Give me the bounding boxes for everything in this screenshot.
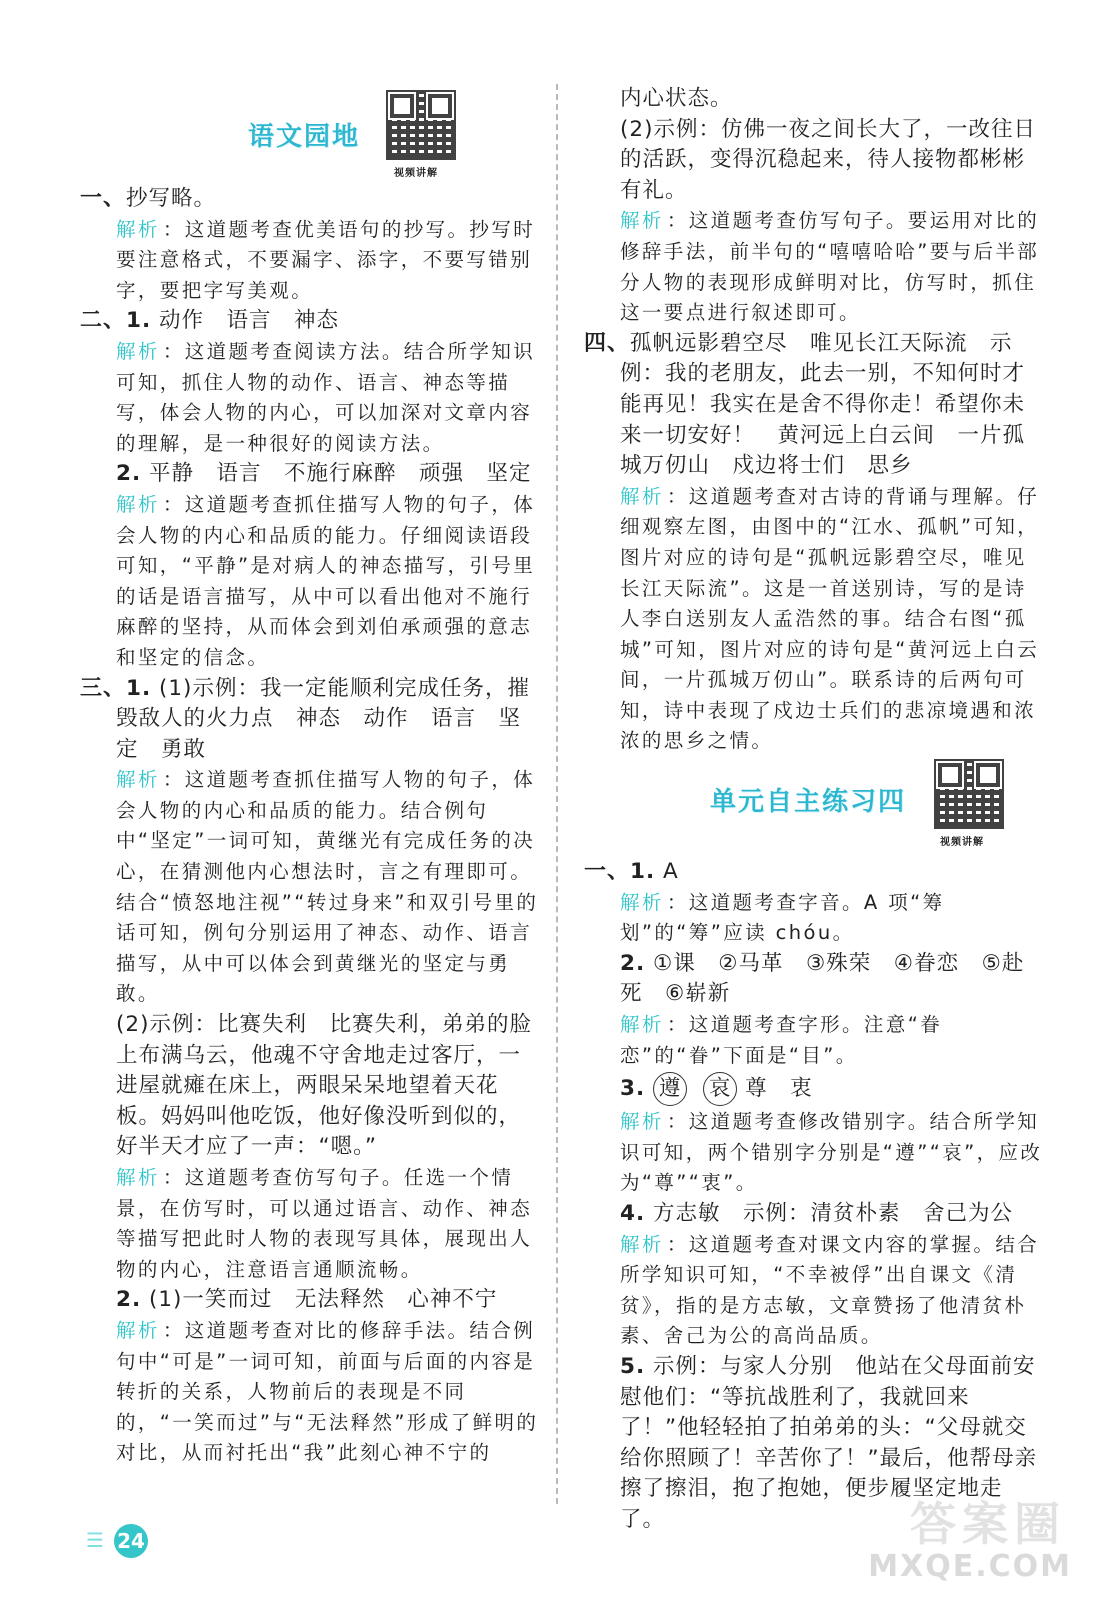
analysis-label: 解析 [620, 1232, 664, 1256]
qr-caption: 视频讲解 [394, 168, 438, 179]
section-title: 语文园地 [248, 122, 361, 152]
watermark-logo: 答案圈 [910, 1497, 1066, 1551]
question-number: 1. [630, 859, 656, 885]
left-column [80, 84, 542, 1469]
answer-text: A [655, 859, 679, 885]
analysis-s3-q2 [80, 1316, 542, 1469]
analysis-text: ：这道题考查优美语句的抄写。抄写时要注意格式，不要漏字、添字，不要写错别字，要把字写美观。 [116, 217, 536, 302]
right-column [584, 84, 1044, 1536]
answer-text: 平静 语言 不施行麻醉 顽强 坚定 [141, 461, 532, 487]
analysis-label: 解析 [620, 890, 664, 914]
analysis-u1-q2 [584, 1010, 1044, 1071]
answer-u1-q2 [584, 949, 1044, 1010]
analysis-text: ：这道题考查字音。A 项“筹划”的“筹”应读 chóu。 [620, 890, 945, 945]
question-number: 4. [620, 1201, 646, 1226]
answer-s2-q2 [80, 459, 542, 490]
column-divider [556, 84, 558, 1504]
analysis-text: ：这道题考查修改错别字。结合所学知识可知，两个错别字分别是“遵”“哀”，应改为“尊”“衷”。 [620, 1110, 1043, 1195]
question-number: 2. [620, 950, 646, 976]
answer-u1-q4 [584, 1199, 1044, 1230]
analysis-text: ：这道题考查对课文内容的掌握。结合所学知识可知，“不幸被俘”出自课文《清贫》，指的是方志敏，文章赞扬了他清贫朴素、舍己为公的高尚品质。 [620, 1232, 1040, 1348]
analysis-s4 [584, 482, 1044, 757]
analysis-text: ：这道题考查阅读方法。结合所学知识可知，抓住人物的动作、语言、神态等描写，体会人物的内心，可以加深对文章内容的理解，是一种很好的阅读方法。 [116, 339, 536, 455]
section-number: 三、 [80, 675, 127, 701]
analysis-label: 解析 [620, 209, 664, 233]
answer-text: (1)示例：我一定能顺利完成任务，摧毁敌人的火力点 神态 动作 语言 坚定 勇敢 [116, 675, 530, 762]
section-header-unit-practice [584, 757, 1044, 857]
answer-s3-q1 [80, 674, 542, 766]
analysis-label: 解析 [620, 484, 664, 508]
analysis-text: ：这道题考查字形。注意“眷恋”的“眷”下面是“目”。 [620, 1013, 943, 1067]
analysis-label: 解析 [116, 217, 160, 241]
answer-text: 动作 语言 神态 [151, 308, 339, 334]
section-number: 二、 [80, 308, 127, 334]
question-number: 3. [620, 1076, 646, 1102]
analysis-s3-q1-2 [80, 1163, 542, 1285]
question-number: 1. [126, 675, 152, 701]
question-number: 5. [620, 1353, 646, 1379]
answer-text: 示例：与家人分别 他站在父母面前安慰他们：“等抗战胜利了，我就回来了！”他轻轻拍了拍弟弟的头：“父母就交给你照顾了！辛苦你了！”最后，他帮母亲擦了擦泪，抱了抱她，便步履坚定地走了。 [620, 1353, 1038, 1532]
section-title: 单元自主练习四 [710, 787, 907, 818]
answer-s3-q1-2 [80, 1010, 542, 1163]
answer-s4 [584, 329, 1044, 482]
answer-text: (2)示例：比赛失利 比赛失利，弟弟的脸上布满乌云，他魂不守舍地走过客厅，一进屋就瘫在床上，两眼呆呆地望着天花板。妈妈叫他吃饭，他好像没听到似的，好半天才应了一声：“嗯。” [116, 1012, 532, 1160]
analysis-text: ：这道题考查对古诗的背诵与理解。仔细观察左图，由图中的“江水、孤帆”可知，图片对应的诗句是“孤帆远影碧空尽，唯见长江天际流”。这是一首送别诗，写的是诗人李白送别友人孟浩然的事。结合右图“孤城”可知，图片对应的诗句是“黄河远上白云间，一片孤城万仞山”。联系诗的后两句可知，诗中表现了戍边士兵们的悲凉境遇和浓浓的思乡之情。 [620, 484, 1040, 753]
analysis-u1-q3 [584, 1107, 1044, 1199]
section-header-yuwen-yuandi [80, 84, 542, 184]
continued-text [584, 84, 1044, 115]
answer-text: (2)示例：仿佛一夜之间长大了，一改往日的活跃，变得沉稳起来，待人接物都彬彬有礼。 [620, 116, 1036, 203]
watermark: MXQE.COM [868, 1549, 1072, 1584]
analysis-text: ：这道题考查仿写句子。任选一个情景，在仿写时，可以通过语言、动作、神态等描写把此时人物的表现写具体，展现出人物的内心，注意语言通顺流畅。 [116, 1166, 533, 1281]
page-number: 24 [114, 1524, 148, 1558]
analysis-cont2 [584, 206, 1044, 328]
qr-code-icon[interactable] [386, 90, 456, 160]
section-number: 一、 [80, 186, 127, 211]
qr-caption: 视频讲解 [940, 837, 984, 849]
analysis-text: ：这道题考查抓住描写人物的句子，体会人物的内心和品质的能力。仔细阅读语段可知，“平静”是对病人的神态描写，引号里的话是语言描写，从中可以看出他对不施行麻醉的坚持，从而体会到刘伯承顽强的意志和坚定的信念。 [116, 492, 536, 669]
question-number: 2. [116, 1287, 142, 1313]
answer-text: ①课 ②马革 ③殊荣 ④眷恋 ⑤赴死 ⑥崭新 [620, 950, 1025, 1007]
page-decoration: ☰ [86, 1528, 104, 1552]
answer-text: 方志敏 示例：清贫朴素 舍己为公 [645, 1201, 1013, 1226]
analysis-label: 解析 [116, 768, 160, 792]
section-number: 一、 [584, 859, 631, 885]
section-number: 四、 [584, 330, 631, 356]
answer-u1-q1 [584, 857, 1044, 888]
answer-u1-q3 [584, 1071, 1044, 1107]
analysis-u1-q1 [584, 888, 1044, 949]
analysis-s2-q1 [80, 337, 542, 459]
answer-cont2 [584, 115, 1044, 207]
analysis-s3-q1 [80, 765, 542, 1010]
answer-text: (1)一笑而过 无法释然 心神不宁 [141, 1287, 498, 1313]
answer-text: 尊 衷 [745, 1076, 813, 1102]
answer-text: 内心状态。 [620, 86, 733, 111]
analysis-u1-q4 [584, 1230, 1044, 1352]
analysis-text: ：这道题考查对比的修辞手法。结合例句中“可是”一词可知，前面与后面的内容是转折的关系，人物前后的表现是不同的，“一笑而过”与“无法释然”形成了鲜明的对比，从而衬托出“我”此刻心神不宁的 [116, 1318, 539, 1465]
analysis-label: 解析 [116, 1166, 160, 1189]
analysis-label: 解析 [620, 1110, 664, 1134]
analysis-label: 解析 [116, 1318, 160, 1342]
analysis-s1 [80, 215, 542, 307]
question-number: 1. [126, 308, 152, 334]
analysis-text: ：这道题考查仿写句子。要运用对比的修辞手法，前半句的“嘻嘻哈哈”要与后半部分人物的表现形成鲜明对比，仿写时，抓住这一要点进行叙述即可。 [620, 209, 1040, 325]
qr-code-icon[interactable] [934, 759, 1004, 829]
analysis-s2-q2 [80, 490, 542, 674]
circled-char: 哀 [703, 1072, 737, 1106]
analysis-label: 解析 [620, 1013, 664, 1037]
analysis-label: 解析 [116, 339, 160, 363]
analysis-text: ：这道题考查抓住描写人物的句子，体会人物的内心和品质的能力。结合例句中“坚定”一词可知，黄继光有完成任务的决心，在猜测他内心想法时，言之有理即可。结合“愤怒地注视”“转过身来”和双引号里的话可知，例句分别运用了神态、动作、语言描写，从中可以体会到黄继光的坚定与勇敢。 [116, 768, 539, 1006]
circled-char: 遵 [653, 1072, 687, 1106]
answer-s3-q2 [80, 1285, 542, 1316]
answer-text: 抄写略。 [126, 186, 217, 211]
answer-s2-q1 [80, 306, 542, 337]
answer-s1 [80, 184, 542, 215]
analysis-label: 解析 [116, 492, 160, 516]
question-number: 2. [116, 461, 142, 487]
answer-text: 孤帆远影碧空尽 唯见长江天际流 示例：我的老朋友，此去一别，不知何时才能再见！我实在是舍不得你走！希望你未来一切安好！ 黄河远上白云间 一片孤城万仞山 戍边将士们 思乡 [620, 330, 1026, 479]
